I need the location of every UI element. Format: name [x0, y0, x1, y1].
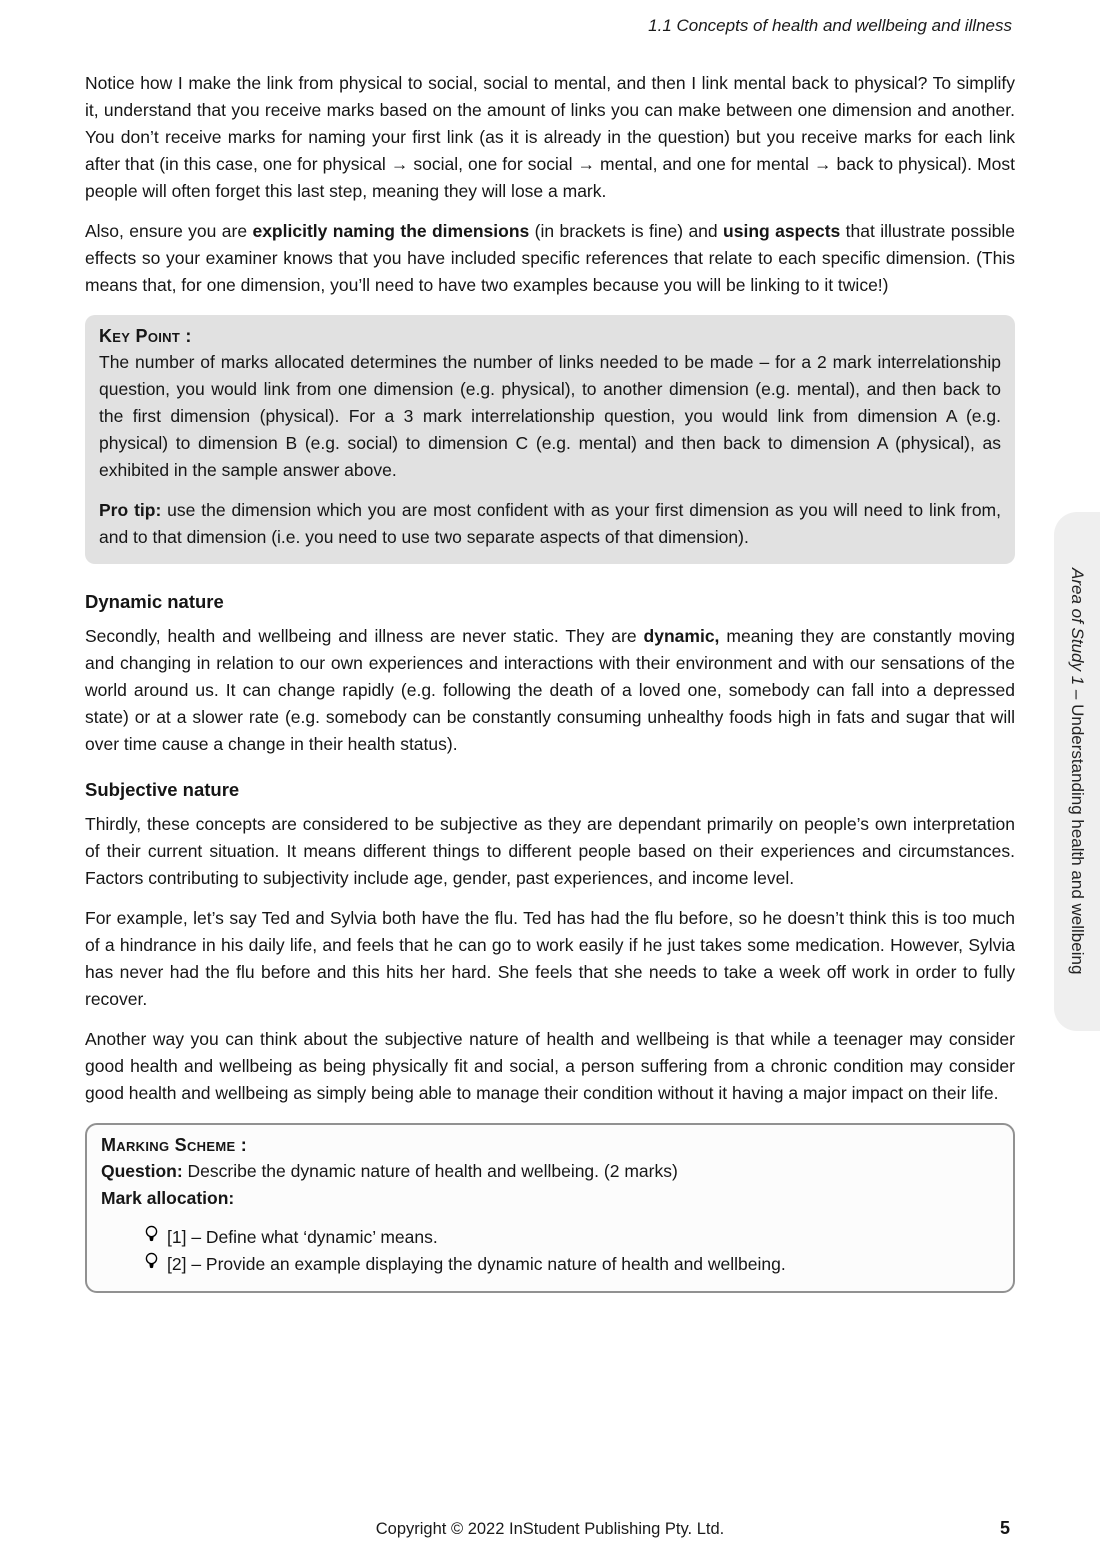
marking-scheme-question: Question: Describe the dynamic nature of health and wellbeing. (2 marks) — [101, 1161, 678, 1181]
paragraph-also: Also, ensure you are explicitly naming the dimensions (in brackets is fine) and using aspects that illustrate possible effects so your examiner knows that you have included specific references that relate to each specific dimension. (This means that, for one dimension, you’ll need to have two examples because you will be linking to it twice!) — [85, 221, 1015, 295]
mark-allocation-list — [101, 1223, 999, 1277]
marking-scheme-label: Marking Scheme : — [101, 1135, 248, 1155]
lightbulb-icon — [145, 1252, 158, 1279]
heading-dynamic-nature: Dynamic nature — [85, 591, 224, 612]
mark-allocation-label: Mark allocation: — [101, 1188, 235, 1208]
area-of-study-tab-label — [1067, 568, 1087, 974]
key-point-box — [85, 315, 1015, 564]
chapter-header: 1.1 Concepts of health and wellbeing and illness — [648, 16, 1012, 35]
mark-allocation-text: [1] – Define what ‘dynamic’ means. — [167, 1227, 438, 1247]
mark-allocation-text: [2] – Provide an example displaying the dynamic nature of health and wellbeing. — [167, 1254, 786, 1274]
marking-scheme-box — [85, 1123, 1015, 1293]
heading-subjective-nature: Subjective nature — [85, 779, 240, 800]
paragraph-dynamic: Secondly, health and wellbeing and illness are never static. They are dynamic, meaning they are constantly moving and changing in relation to our own experiences and interactions with their environment and with our sensations of the world around us. It can change rapidly (e.g. following the death of a loved one, somebody can fall into a depressed state) or at a slower rate (e.g. somebody can be constantly consuming unhealthy foods high in fats and sugar that will over time cause a change in their health status). — [85, 626, 1015, 754]
key-point-label: Key Point : — [99, 326, 192, 346]
key-point-pro-tip: Pro tip: use the dimension which you are most confident with as your first dimension as you will need to link from, and to that dimension (i.e. you need to use two separate aspects of that dimension). — [99, 500, 1001, 547]
paragraph-intro: Notice how I make the link from physical to social, social to mental, and then I link mental back to physical? To simplify it, understand that you receive marks based on the amount of links you can make between one dimension and another. You don’t receive marks for naming your first link (as it is already in the question) but you receive marks for each link after that (in this case, one for physical → social, one for social → mental, and one for mental → back to physical). Most people will often forget this last step, meaning they will lose a mark. — [85, 73, 1015, 201]
area-of-study-tab — [1054, 512, 1100, 1031]
main-content — [85, 70, 1015, 1293]
key-point-body: The number of marks allocated determines the number of links needed to be made – for a 2 mark interrelationship question, you would link from one dimension (e.g. physical), to another dimension (e.g. mental), and then back to the first dimension (physical). For a 3 mark interrelationship question, you would link from dimension A (e.g. physical) to dimension B (e.g. social) to dimension C (e.g. mental) and then back to dimension A (physical), as exhibited in the sample answer above. — [99, 352, 1001, 480]
copyright-line: Copyright © 2022 InStudent Publishing Pty. Ltd. — [375, 1520, 725, 1538]
paragraph-subjective-1: Thirdly, these concepts are considered to be subjective as they are dependant primarily on people’s own interpretation of their current situation. It means different things to different people based on their experiences and circumstances. Factors contributing to subjectivity include age, gender, past experiences, and income level. — [85, 814, 1015, 888]
lightbulb-icon — [145, 1225, 158, 1252]
area-of-study-tab-label-regular: Understanding health and wellbeing — [1068, 704, 1087, 975]
mark-allocation-item — [145, 1250, 999, 1277]
paragraph-subjective-2: For example, let’s say Ted and Sylvia both have the flu. Ted has had the flu before, so he doesn’t think this is too much of a hindrance in his daily life, and feels that he can go to work easily if he just takes some medication. However, Sylvia has never had the flu before and this hits her hard. She feels that she needs to take a week off work in order to fully recover. — [85, 908, 1015, 1009]
page-number: 5 — [999, 1518, 1010, 1538]
area-of-study-tab-label-italic: Area of Study 1 – — [1068, 568, 1087, 705]
mark-allocation-item — [145, 1223, 999, 1250]
paragraph-subjective-3: Another way you can think about the subjective nature of health and wellbeing is that while a teenager may consider good health and wellbeing as being physically fit and social, a person suffering from a chronic condition may consider good health and wellbeing as simply being able to manage their condition without it having a major impact on their life. — [85, 1029, 1015, 1103]
